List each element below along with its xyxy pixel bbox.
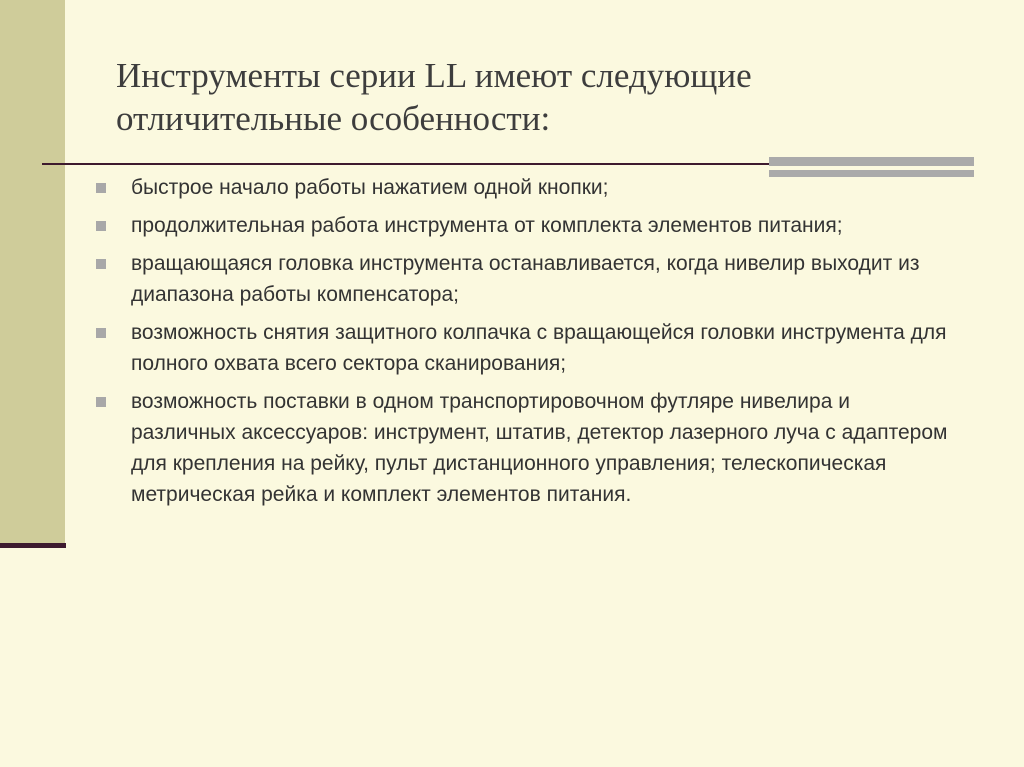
list-item-text: быстрое начало работы нажатием одной кнопки;: [131, 176, 609, 199]
list-item: [96, 210, 956, 241]
left-band-rule: [0, 543, 66, 548]
list-item: [96, 317, 956, 379]
list-item-text: вращающаяся головка инструмента останавливается, когда нивелир выходит из диапазона работы компенсатора;: [131, 252, 920, 306]
bullet-square-icon: [96, 259, 106, 269]
bullet-list: [96, 172, 956, 517]
bullet-square-icon: [96, 328, 106, 338]
bullet-square-icon: [96, 397, 106, 407]
list-item: [96, 386, 956, 510]
slide-title-line-1: Инструменты серии LL имеют следующие: [116, 56, 752, 95]
divider-accent-bar: [769, 157, 974, 166]
slide-title-line-2: отличительные особенности:: [116, 99, 551, 138]
list-item-text: возможность поставки в одном транспортировочном футляре нивелира и различных аксессуаров: инструмент, штатив, детектор лазерного луча с адаптером для крепления на рейку, пульт дистанционного управления; телескопическая метрическая рейка и комплект элементов питания.: [131, 390, 948, 506]
list-item: [96, 172, 956, 203]
list-item: [96, 248, 956, 310]
list-item-text: возможность снятия защитного колпачка с вращающейся головки инструмента для полного охвата всего сектора сканирования;: [131, 321, 947, 375]
list-item-text: продолжительная работа инструмента от комплекта элементов питания;: [131, 214, 843, 237]
slide-title: [116, 54, 976, 140]
bullet-square-icon: [96, 183, 106, 193]
left-decorative-band: [0, 0, 65, 545]
bullet-square-icon: [96, 221, 106, 231]
